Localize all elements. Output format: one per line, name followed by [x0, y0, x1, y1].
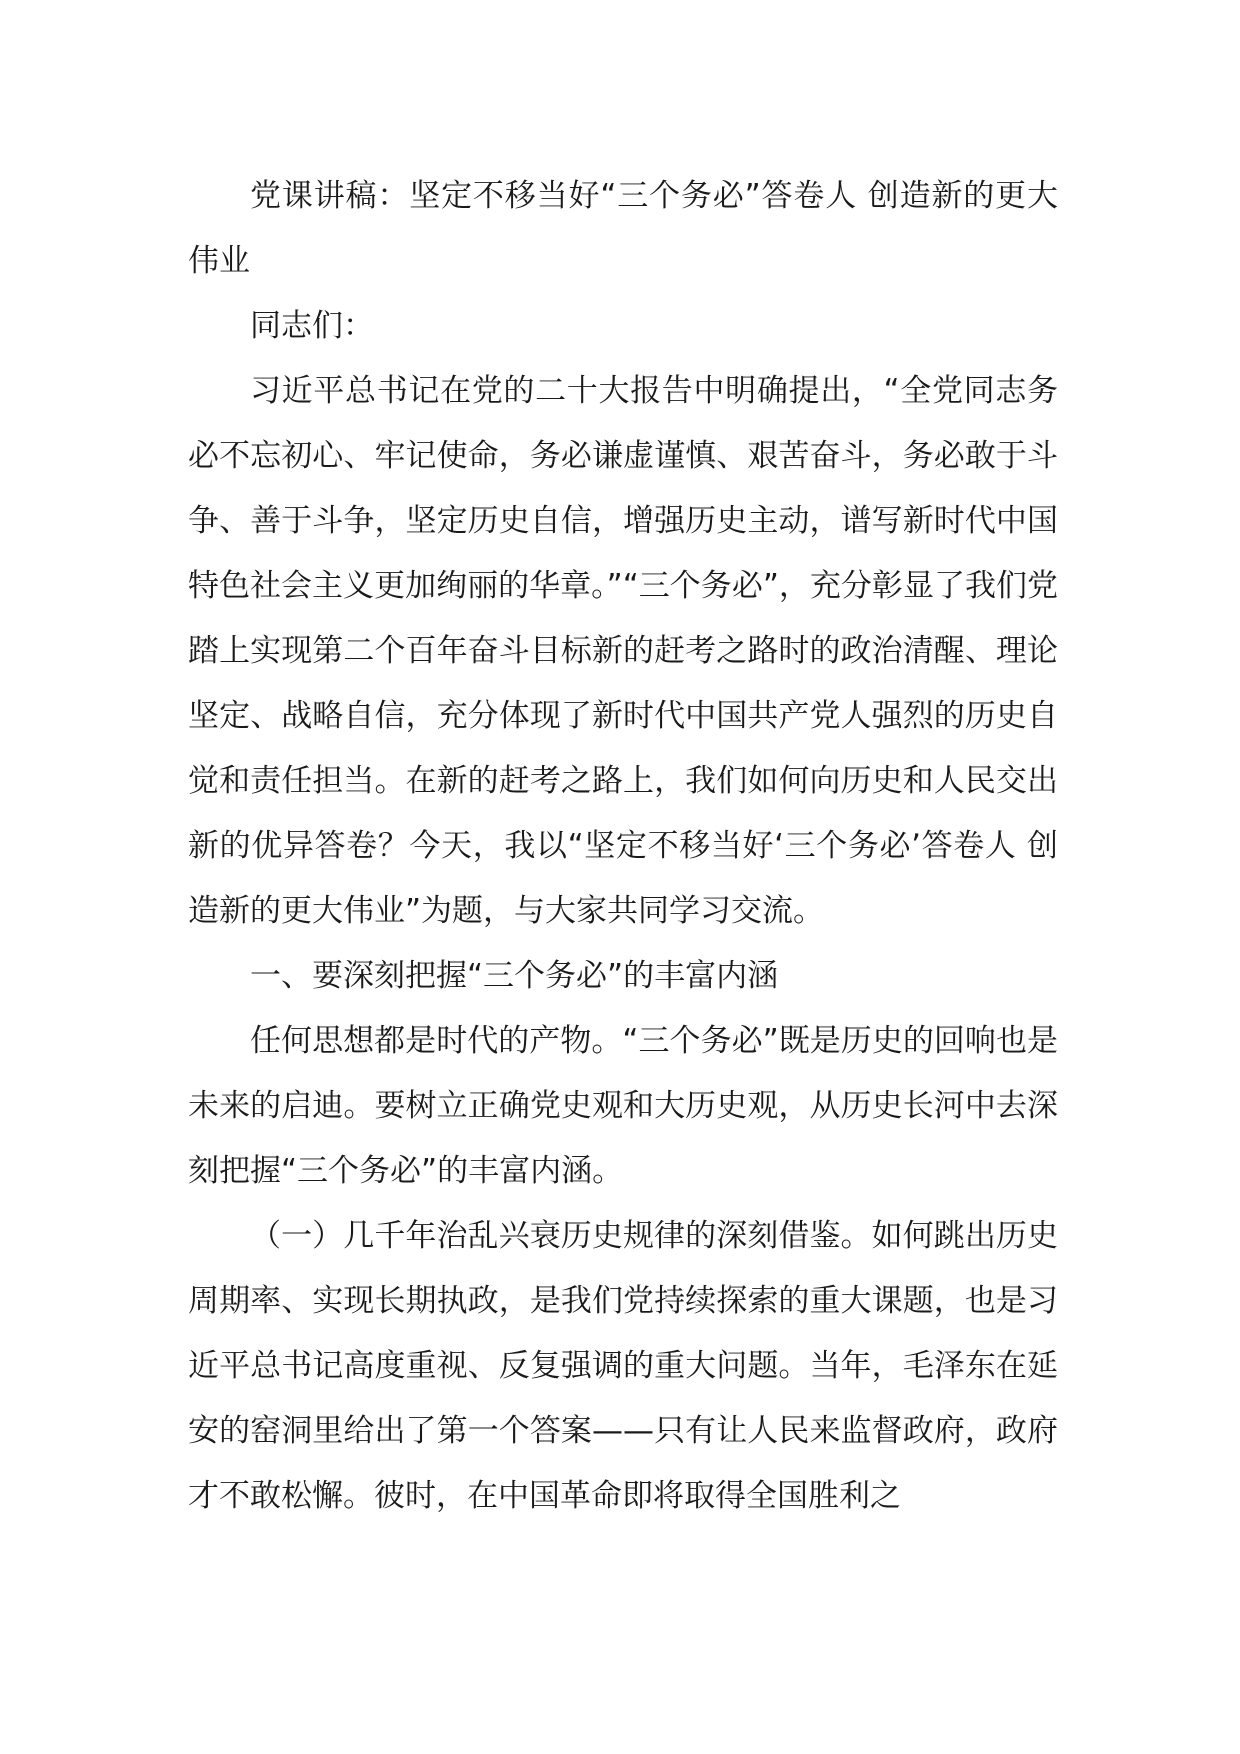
document-title: 党课讲稿：坚定不移当好“三个务必”答卷人 创造新的更大伟业 [188, 178, 1058, 279]
document-body [188, 164, 1058, 1529]
body-paragraph: 习近平总书记在党的二十大报告中明确提出，“全党同志务必不忘初心、牢记使命，务必谦虚谨慎、艰苦奋斗，务必敢于斗争、善于斗争，坚定历史自信，增强历史主动，谱写新时代中国特色社会主义更加绚丽的华章。”“三个务必”，充分彰显了我们党踏上实现第二个百年奋斗目标新的赶考之路时的政治清醒、理论坚定、战略自信，充分体现了新时代中国共产党人强烈的历史自觉和责任担当。在新的赶考之路上，我们如何向历史和人民交出新的优异答卷？今天，我以“坚定不移当好‘三个务必’答卷人 创造新的更大伟业”为题，与大家共同学习交流。 [188, 373, 1058, 929]
section-heading: 一、要深刻把握“三个务必”的丰富内涵 [250, 958, 779, 994]
body-paragraph: 任何思想都是时代的产物。“三个务必”既是历史的回响也是未来的启迪。要树立正确党史观和大历史观，从历史长河中去深刻把握“三个务必”的丰富内涵。 [188, 1023, 1058, 1189]
body-paragraph: （一）几千年治乱兴衰历史规律的深刻借鉴。如何跳出历史周期率、实现长期执政，是我们党持续探索的重大课题，也是习近平总书记高度重视、反复强调的重大问题。当年，毛泽东在延安的窑洞里给出了第一个答案——只有让人民来监督政府，政府才不敢松懈。彼时，在中国革命即将取得全国胜利之 [188, 1218, 1058, 1514]
salutation: 同志们： [250, 308, 374, 344]
